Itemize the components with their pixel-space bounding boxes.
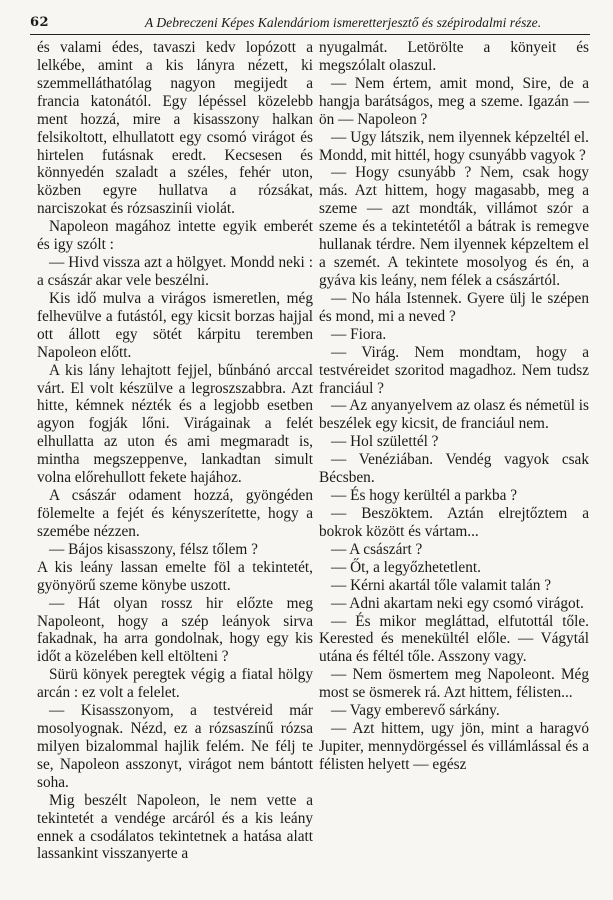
paragraph: — Adni akartam neki egy csomó virágot.: [331, 594, 584, 612]
paragraph: — És mikor megláttad, elfutottál tőle. Kerested és menekültél előle. — Vágytál utána és féltél tőle. Asszony vagy.: [319, 612, 589, 666]
paragraph: — Hivd vissza azt a hölgyet. Mondd neki : a császár akar vele beszélni.: [37, 254, 313, 289]
page-number: 62: [30, 15, 50, 30]
paragraph: — És hogy kerültél a parkba ?: [331, 487, 518, 505]
header-rule: [30, 34, 590, 35]
paragraph: Mig beszélt Napoleon, le nem vette a tekintetét a vendége arcáról és a kis leány ennek a csodálatos tekintetnek a hatása alatt lassankint visszanyerte a: [37, 791, 313, 863]
running-header: [30, 12, 586, 34]
paragraph: — Kérni akartál tőle valamit talán ?: [331, 576, 552, 594]
left-column: [37, 39, 313, 863]
paragraph: — Bájos kisasszony, félsz tőlem ?: [49, 540, 258, 558]
paragraph: — Beszöktem. Aztán elrejtőztem a bokrok között és vártam...: [319, 504, 589, 540]
paragraph: — Hol születtél ?: [331, 433, 439, 451]
paragraph: — Az anyanyelvem az olasz és németül is beszélek egy kicsit, de franciául nem.: [319, 397, 589, 433]
paragraph: — Ugy látszik, nem ilyennek képzeltél el. Mondd, mit hittél, hogy csunyább vagyok ?: [319, 128, 589, 164]
paragraph: — Nem ösmertem meg Napoleont. Még most se ösmerek rá. Azt hittem, félisten...: [319, 666, 589, 702]
paragraph: — A császárt ?: [331, 540, 423, 558]
paragraph: — Nem értem, amit mond, Sire, de a hangja barátságos, meg a szeme. Igazán — ön — Napoleon ?: [319, 74, 589, 128]
paragraph: nyugalmát. Letörölte a könyeit és megszólalt olaszul.: [319, 39, 589, 74]
paragraph: — Kisasszonyom, a testvéreid már mosolyognak. Nézd, ez a rózsaszínű rózsa milyen bizalommal hajlik felém. Ne félj te se, Napoleon asszonyt, virágot nem bántott soha.: [37, 702, 313, 791]
paragraph: A császár odament hozzá, gyöngéden fölemelte a fejét és kényszerítette, hogy a szemébe nézzen.: [37, 487, 313, 540]
paragraph: — Venéziában. Vendég vagyok csak Bécsben.: [319, 451, 589, 487]
paragraph: — Hogy csunyább ? Nem, csak hogy más. Azt hittem, hogy magasabb, meg a szeme — azt mondták, villámot szór a szeme és a tekintetétől a bátrak is remegve hullanak térdre. Nem ilyennek képzeltem el a szemét. A tekintete mosolyog és én, a gyáva kis leány, nem félek a császártól.: [319, 164, 589, 289]
paragraph: — Virág. Nem mondtam, hogy a testvéreidet szoritod magadhoz. Nem tudsz franciául ?: [319, 343, 589, 397]
paragraph: — Azt hittem, ugy jön, mint a haragvó Jupiter, mennydörgéssel és villámlással és a félisten helyett — egész: [319, 720, 589, 773]
running-title: A Debreczeni Képes Kalendáriom ismeretterjesztő és szépirodalmi része.: [144, 15, 542, 30]
paragraph: A kis leány lassan emelte föl a tekintetét, gyönyörű szeme könybe uszott.: [37, 558, 313, 594]
paragraph: Sürü könyek peregtek végig a fiatal hölgy arcán : ez volt a felelet.: [37, 666, 313, 702]
paragraph: — Őt, a legyőzhetetlent.: [331, 558, 481, 576]
paragraph: és valami édes, tavaszi kedv lopózott a lelkébe, amint a kis lányra nézett, ki szemmelláthatólag nagyon megijedt a francia katonától. Egy lépéssel közelebb ment hozzá, mire a kisasszony halkan felsikoltott, elhullatott egy csomó virágot és hirtelen futásnak eredt. Kecsesen és könnyedén szaladt a széles, fehér uton, közben egyre hullatva a rózsákat, narciszokat és rózsasziníi violát.: [37, 39, 313, 218]
paragraph: A kis lány lehajtott fejjel, bűnbánó arccal várt. El volt készülve a legroszszabbra. Azt hitte, kémnek nézték és a legjobb esetben agyon fogják lőni. Virágainak a felét elhullatta az uton és ami megmaradt is, mintha megszeppenve, lankadtan simult volna előrehullott fekete hajához.: [37, 361, 313, 487]
paragraph: — Vagy emberevő sárkány.: [331, 702, 500, 720]
right-column: [319, 39, 589, 774]
paragraph: Napoleon magához intette egyik emberét és igy szólt :: [37, 218, 313, 254]
paragraph: — Fiora.: [331, 325, 387, 343]
paragraph: — Hát olyan rossz hir előzte meg Napoleont, hogy a szép leányok sirva fakadnak, ha arra gondolnak, hogy egy kis időt a közelében kell eltölteni ?: [37, 594, 313, 666]
paragraph: Kis idő mulva a virágos ismeretlen, még felhevülve a futástól, egy kicsit borzas hajjal ott állott egy sötét kárpitu teremben Napoleon előtt.: [37, 289, 313, 361]
paragraph: — No hála Istennek. Gyere ülj le szépen és mond, mi a neved ?: [319, 289, 589, 325]
